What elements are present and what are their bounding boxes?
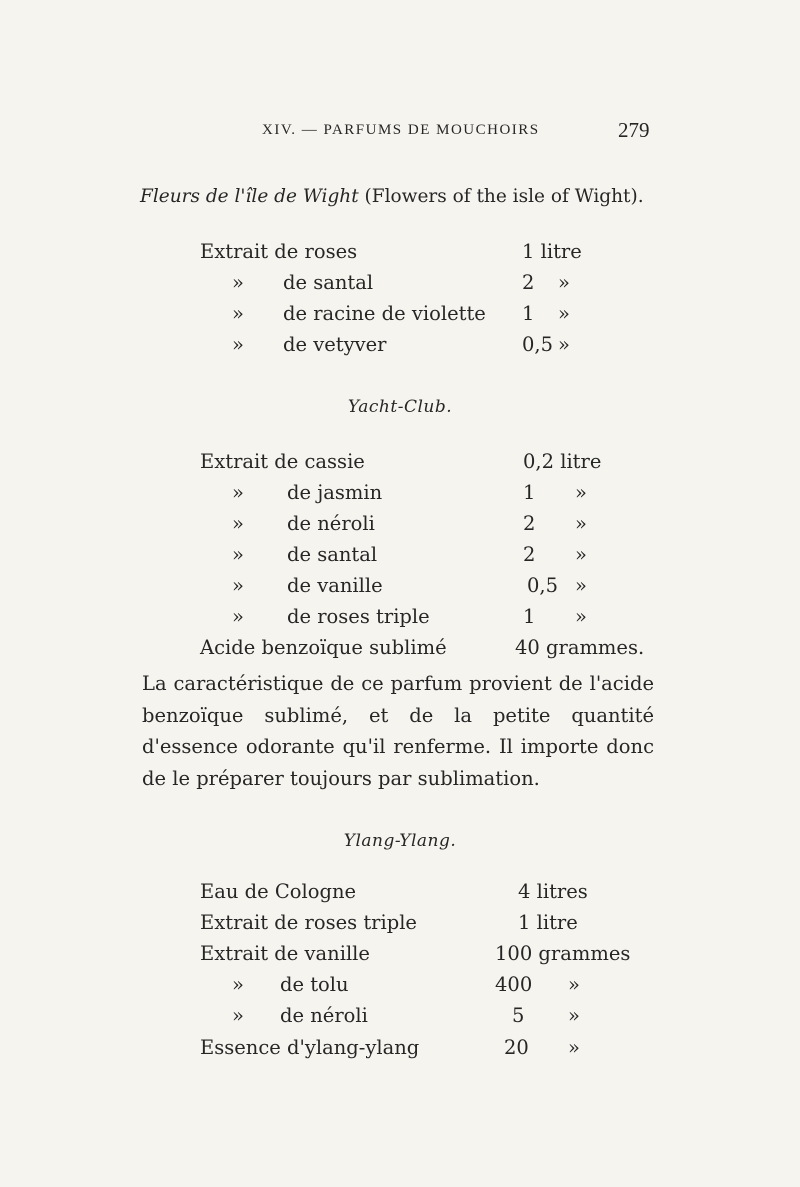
ingredient-quantity: 100 grammes <box>495 942 631 965</box>
ingredient-name: de néroli <box>287 512 375 535</box>
ingredient-row <box>0 543 800 573</box>
ingredient-quantity: 400 <box>495 973 533 996</box>
ditto-mark: » <box>232 605 244 628</box>
ingredient-name: de vetyver <box>283 333 387 356</box>
ingredient-row <box>0 880 800 910</box>
ingredient-row <box>0 512 800 542</box>
ditto-unit: » <box>558 333 570 356</box>
recipe-title-translation: (Flowers of the isle of Wight). <box>358 186 644 207</box>
ingredient-row <box>0 911 800 941</box>
recipe-title-yacht-club: Yacht-Club. <box>347 397 453 417</box>
ditto-mark: » <box>232 512 244 535</box>
ingredient-quantity: 1 litre <box>518 911 578 934</box>
ingredient-quantity: 4 litres <box>518 880 588 903</box>
ingredient-row <box>0 240 800 270</box>
ingredient-quantity: 40 grammes. <box>515 636 645 659</box>
ingredient-name: Extrait de cassie <box>200 450 365 473</box>
ingredient-row <box>0 450 800 480</box>
recipe-title-italic: Fleurs de l'île de Wight <box>140 186 359 207</box>
ingredient-row <box>0 302 800 332</box>
ditto-mark: » <box>232 333 244 356</box>
ingredient-name: de santal <box>283 271 374 294</box>
ingredient-name: de racine de violette <box>283 302 486 325</box>
ingredient-name: Essence d'ylang-ylang <box>200 1036 420 1059</box>
ingredient-row <box>0 942 800 972</box>
ingredient-quantity: 20 <box>504 1036 529 1059</box>
ingredient-row <box>0 481 800 511</box>
ingredient-row <box>0 1036 800 1066</box>
ingredient-quantity: 2 <box>522 271 535 294</box>
ditto-unit: » <box>568 1036 580 1059</box>
ingredient-name: de tolu <box>280 973 349 996</box>
ditto-unit: » <box>575 605 587 628</box>
ditto-mark: » <box>232 302 244 325</box>
ditto-unit: » <box>568 973 580 996</box>
commentary-paragraph: La caractéristique de ce parfum provient de l'acide benzoïque sublimé, et de la petite quantité d'essence odorante qu'il renferme. Il importe donc de le préparer toujours par sublimation. <box>142 672 654 790</box>
ingredient-quantity: 1 <box>523 481 536 504</box>
ingredient-row <box>0 574 800 604</box>
ditto-mark: » <box>232 543 244 566</box>
running-title: XIV. — PARFUMS DE MOUCHOIRS <box>262 122 540 138</box>
page-number: 279 <box>618 118 650 142</box>
ingredient-quantity: 0,2 litre <box>523 450 602 473</box>
ingredient-quantity: 1 <box>523 605 536 628</box>
ingredient-row <box>0 271 800 301</box>
ditto-mark: » <box>232 574 244 597</box>
ingredient-row <box>0 605 800 635</box>
ditto-mark: » <box>232 1004 244 1027</box>
ingredient-name: de roses triple <box>287 605 430 628</box>
ingredient-quantity: 1 litre <box>522 240 582 263</box>
ingredient-quantity: 5 <box>512 1004 525 1027</box>
recipe-title-wight <box>140 186 644 207</box>
ditto-unit: » <box>568 1004 580 1027</box>
ingredient-name: Acide benzoïque sublimé <box>200 636 447 659</box>
ingredient-quantity: 1 <box>522 302 535 325</box>
ingredient-row <box>0 1004 800 1034</box>
ditto-unit: » <box>575 481 587 504</box>
ingredient-name: Extrait de roses triple <box>200 911 417 934</box>
ditto-unit: » <box>558 271 570 294</box>
ingredient-name: de néroli <box>280 1004 368 1027</box>
ingredient-quantity: 2 <box>523 512 536 535</box>
ingredient-quantity: 2 <box>523 543 536 566</box>
ingredient-quantity: 0,5 <box>527 574 559 597</box>
ingredient-name: de vanille <box>287 574 383 597</box>
ditto-mark: » <box>232 973 244 996</box>
ingredient-name: de jasmin <box>287 481 383 504</box>
ditto-unit: » <box>558 302 570 325</box>
running-head <box>0 118 800 146</box>
ingredient-row <box>0 333 800 363</box>
ditto-unit: » <box>575 512 587 535</box>
ingredient-name: de santal <box>287 543 378 566</box>
ingredient-row <box>0 636 800 666</box>
ingredient-quantity: 0,5 <box>522 333 554 356</box>
ditto-mark: » <box>232 271 244 294</box>
ingredient-name: Extrait de roses <box>200 240 358 263</box>
ditto-unit: » <box>575 574 587 597</box>
ditto-mark: » <box>232 481 244 504</box>
ingredient-name: Eau de Cologne <box>200 880 357 903</box>
ingredient-row <box>0 973 800 1003</box>
recipe-title-ylang-ylang: Ylang-Ylang. <box>343 831 457 851</box>
ingredient-name: Extrait de vanille <box>200 942 370 965</box>
ditto-unit: » <box>575 543 587 566</box>
